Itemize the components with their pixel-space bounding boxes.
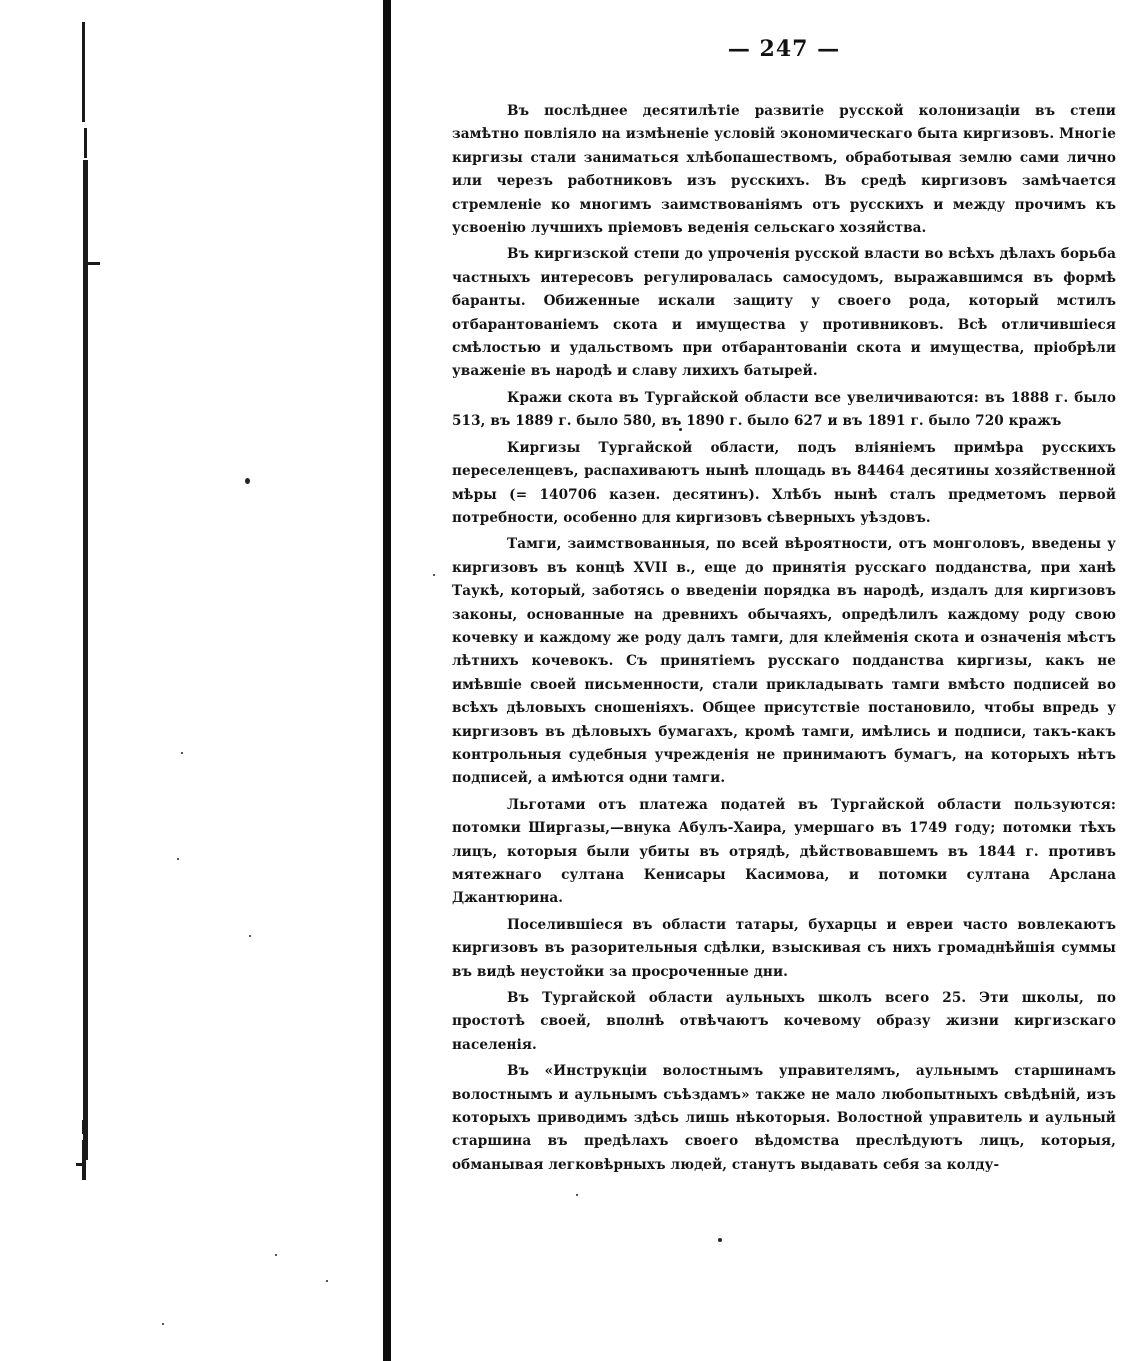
- paragraph: Тамги, заимствованныя, по всей вѣроятности, отъ монголовъ, введены у киргизовъ въ концѣ XVII в., еще до принятія русскаго подданства, при ханѣ Таукѣ, который, заботясь о введеніи порядка въ народѣ, издалъ для киргизовъ законы, основанные на древнихъ обычаяхъ, опредѣлилъ каждому роду свою кочевку и каждому же роду далъ тамги, для клейменія скота и означенія мѣстъ лѣтнихъ кочевокъ. Съ принятіемъ русскаго подданства киргизы, какъ не имѣвшіе своей письменности, стали прикладывать тамги вмѣсто подписей во всѣхъ дѣловыхъ сношеніяхъ. Общее присутствіе постановило, чтобы впредь у киргизовъ въ дѣловыхъ бумагахъ, кромѣ тамги, имѣлись и подписи, такъ-какъ контрольныя судебныя учрежденія не принимаютъ бумагъ, на которыхъ нѣтъ подписей, а имѣются одни тамги.: [452, 536, 1116, 787]
- binding-edge-line: [82, 1120, 85, 1134]
- scan-speck: [245, 478, 250, 484]
- book-page: [452, 0, 1116, 1361]
- paragraph: Въ киргизской степи до упроченія русской власти во всѣхъ дѣлахъ борьба частныхъ интересовъ регулировалась самосудомъ, выражавшимся въ формѣ баранты. Обиженные искали защиту у своего рода, который мстилъ отбарантованіемъ скота и имущества у противниковъ. Всѣ отличившіеся смѣлостью и удальствомъ при отбарантованіи скота и имущества, пріобрѣли уваженіе въ народѣ и славу лихихъ батырей.: [452, 246, 1116, 380]
- binding-edge-line: [82, 1140, 86, 1180]
- facing-page-margin: [0, 0, 383, 1361]
- paragraph: Льготами отъ платежа податей въ Тургайской области пользуются: потомки Ширгазы,—внука Абулъ-Хаира, умершаго въ 1749 году; потомки тѣхъ лицъ, которыя были убиты въ отрядѣ, дѣйствовавшемъ въ 1844 г. противъ мятежнаго султана Кенисары Касимова, и потомки султана Арслана Джантюрина.: [452, 796, 1116, 907]
- paragraph: Киргизы Тургайской области, подъ вліяніемъ примѣра русскихъ переселенцевъ, распахиваютъ нынѣ площадь въ 84464 десятины хозяйственной мѣры (= 140706 казен. десятинъ). Хлѣбъ нынѣ сталъ предметомъ первой потребности, особенно для киргизовъ сѣверныхъ уѣздовъ.: [452, 439, 1116, 526]
- scan-speck: [326, 1280, 328, 1282]
- paragraph: Въ Тургайской области аульныхъ школъ всего 25. Эти школы, по простотѣ своей, вполнѣ отвѣчаютъ кочевому образу жизни киргизскаго населенія.: [452, 990, 1116, 1053]
- scan-speck: [275, 1254, 277, 1256]
- binding-edge-line: [83, 160, 88, 1160]
- paragraph: Поселившіеся въ области татары, бухарцы и евреи часто вовлекаютъ киргизовъ въ разорительныя сдѣлки, взыскивая съ нихъ громаднѣйшія суммы въ видѣ неустойки за просроченные дни.: [452, 916, 1116, 980]
- binding-edge-line: [82, 22, 85, 122]
- scan-speck: [162, 1323, 164, 1325]
- scan-speck: [177, 858, 179, 860]
- binding-edge-line: [84, 128, 87, 158]
- paragraph: Въ послѣднее десятилѣтіе развитіе русской колонизаціи въ степи замѣтно повліяло на измѣненіе условій экономическаго быта киргизовъ. Многіе киргизы стали заниматься хлѣбопашествомъ, обработывая землю сами лично или черезъ работниковъ изъ русскихъ. Въ средѣ киргизовъ замѣчается стремленіе ко многимъ заимствованіямъ отъ русскихъ и между прочимъ къ усвоенію лучшихъ пріемовъ веденія сельскаго хозяйства.: [452, 103, 1116, 237]
- scan-speck: [249, 935, 251, 937]
- binding-notch: [76, 1163, 86, 1166]
- book-spine-gutter: [383, 0, 391, 1361]
- paragraph: Въ «Инструкціи волостнымъ управителямъ, аульнымъ старшинамъ волостнымъ и аульнымъ съѣздамъ» также не мало любопытныхъ свѣдѣній, изъ которыхъ приводимъ здѣсь лишь нѣкоторыя. Волостной управитель и аульный старшина въ предѣлахъ своего вѣдомства преслѣдуютъ лицъ, которыя, обманывая легковѣрныхъ людей, станутъ выдавать себя за колду-: [452, 1063, 1116, 1173]
- paragraph: Кражи скота въ Тургайской области все увеличиваются: въ 1888 г. было 513, въ 1889 г. было 580, въ 1890 г. было 627 и въ 1891 г. было 720 кражъ: [452, 389, 1116, 430]
- binding-notch: [86, 262, 100, 265]
- page-body: [452, 100, 1116, 1180]
- page-number: — 247 —: [727, 36, 841, 62]
- scan-speck: [433, 574, 435, 576]
- scan-speck: [181, 752, 183, 754]
